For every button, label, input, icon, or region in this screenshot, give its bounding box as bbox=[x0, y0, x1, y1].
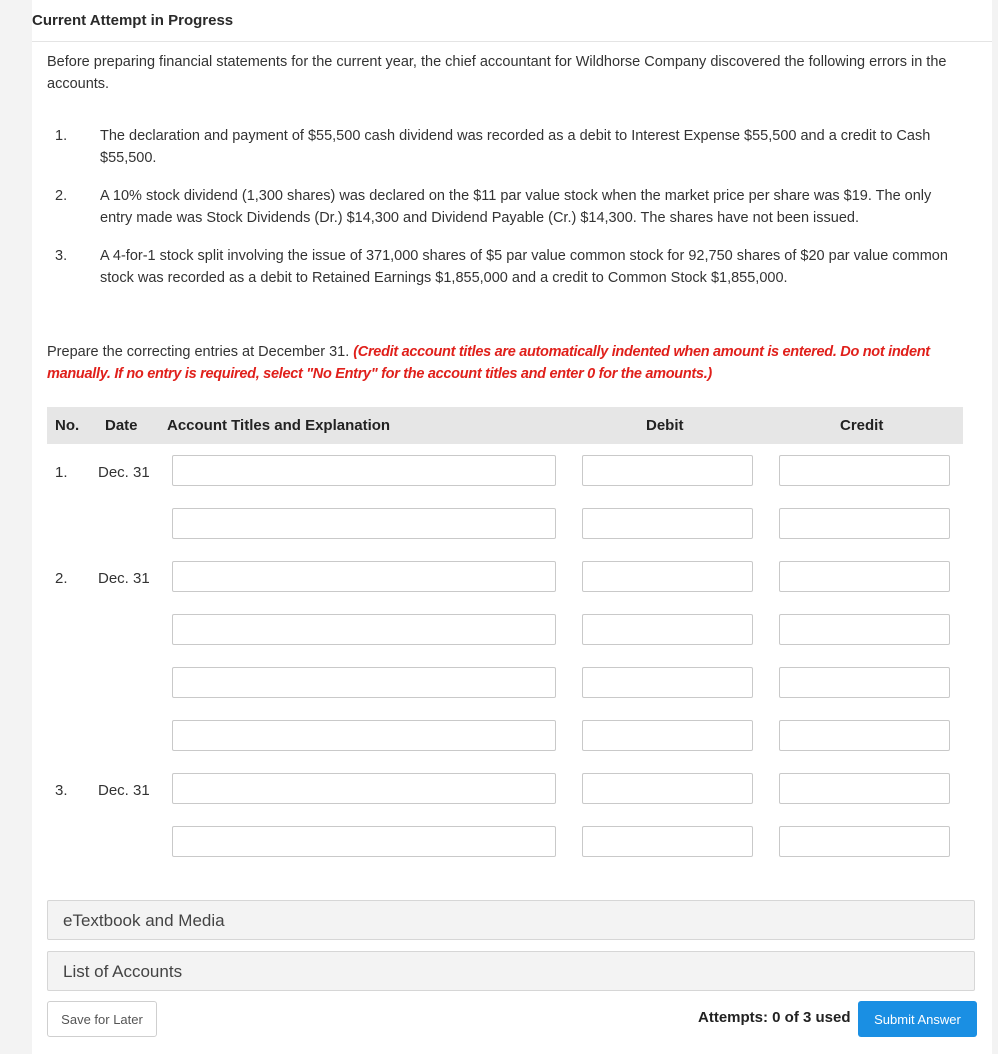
save-for-later-button[interactable]: Save for Later bbox=[47, 1001, 157, 1037]
account-title-input[interactable] bbox=[172, 508, 556, 539]
debit-amount-input[interactable] bbox=[582, 773, 753, 804]
entry-date: Dec. 31 bbox=[98, 782, 150, 799]
instructions-warning: (Credit account titles are automatically indented when amount is entered. Do not indent manually. If no entry is required, select "No Entry" for the account titles and enter 0 for the amounts.) bbox=[47, 344, 930, 382]
entry-number: 1. bbox=[55, 464, 68, 481]
etextbook-media-label: eTextbook and Media bbox=[63, 911, 225, 930]
journal-table-header bbox=[47, 407, 963, 444]
error-number: 1. bbox=[55, 128, 68, 144]
credit-amount-input[interactable] bbox=[779, 667, 950, 698]
debit-amount-input[interactable] bbox=[582, 561, 753, 592]
problem-intro: Before preparing financial statements for the current year, the chief accountant for Wildhorse Company discovered the following errors in the accounts. bbox=[47, 54, 947, 92]
header-divider bbox=[32, 41, 992, 42]
credit-amount-input[interactable] bbox=[779, 720, 950, 751]
col-debit-header: Debit bbox=[646, 417, 684, 434]
debit-amount-input[interactable] bbox=[582, 667, 753, 698]
account-title-input[interactable] bbox=[172, 720, 556, 751]
credit-amount-input[interactable] bbox=[779, 508, 950, 539]
credit-amount-input[interactable] bbox=[779, 455, 950, 486]
col-account-header: Account Titles and Explanation bbox=[167, 417, 391, 434]
col-no-header: No. bbox=[55, 417, 80, 434]
debit-amount-input[interactable] bbox=[582, 508, 753, 539]
credit-amount-input[interactable] bbox=[779, 826, 950, 857]
debit-amount-input[interactable] bbox=[582, 826, 753, 857]
debit-amount-input[interactable] bbox=[582, 455, 753, 486]
account-title-input[interactable] bbox=[172, 561, 556, 592]
account-title-input[interactable] bbox=[172, 614, 556, 645]
instructions-lead: Prepare the correcting entries at December 31. bbox=[47, 344, 354, 360]
attempt-status-title: Current Attempt in Progress bbox=[32, 12, 234, 29]
entry-date: Dec. 31 bbox=[98, 464, 150, 481]
entry-number: 3. bbox=[55, 782, 68, 799]
error-text: A 10% stock dividend (1,300 shares) was declared on the $11 par value stock when the market price per share was $19. The only entry made was Stock Dividends (Dr.) $14,300 and Dividend Payable (Cr.) $14,300. The shares have not been issued. bbox=[100, 188, 932, 226]
account-title-input[interactable] bbox=[172, 826, 556, 857]
error-text: A 4-for-1 stock split involving the issue of 371,000 shares of $5 par value common stock for 92,750 shares of $20 par value common stock was recorded as a debit to Retained Earnings $1,855,000 and a credit to Common Stock $1,855,000. bbox=[100, 248, 948, 286]
list-of-accounts-label: List of Accounts bbox=[63, 962, 183, 981]
list-of-accounts-panel[interactable] bbox=[47, 951, 975, 991]
attempts-counter: Attempts: 0 of 3 used bbox=[698, 1009, 851, 1026]
error-number: 3. bbox=[55, 248, 68, 264]
entry-date: Dec. 31 bbox=[98, 570, 150, 587]
debit-amount-input[interactable] bbox=[582, 720, 753, 751]
credit-amount-input[interactable] bbox=[779, 773, 950, 804]
debit-amount-input[interactable] bbox=[582, 614, 753, 645]
error-text: The declaration and payment of $55,500 cash dividend was recorded as a debit to Interest Expense $55,500 and a credit to Cash $55,500. bbox=[100, 128, 931, 166]
entry-number: 2. bbox=[55, 570, 68, 587]
credit-amount-input[interactable] bbox=[779, 614, 950, 645]
col-date-header: Date bbox=[105, 417, 138, 434]
account-title-input[interactable] bbox=[172, 667, 556, 698]
instructions bbox=[47, 341, 957, 385]
submit-answer-button[interactable]: Submit Answer bbox=[858, 1001, 977, 1037]
col-credit-header: Credit bbox=[840, 417, 884, 434]
credit-amount-input[interactable] bbox=[779, 561, 950, 592]
etextbook-media-panel[interactable] bbox=[47, 900, 975, 940]
question-page bbox=[32, 0, 992, 1054]
error-number: 2. bbox=[55, 188, 68, 204]
account-title-input[interactable] bbox=[172, 773, 556, 804]
account-title-input[interactable] bbox=[172, 455, 556, 486]
